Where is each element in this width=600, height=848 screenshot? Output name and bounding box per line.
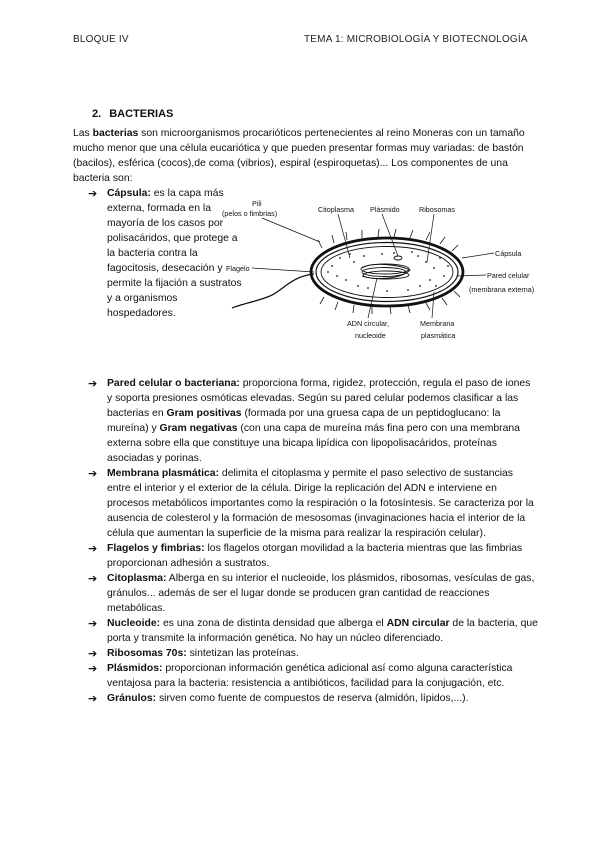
term-nucleoide: Nucleoide: bbox=[107, 618, 161, 629]
desc-membrana: delimita el citoplasma y permite el paso selectivo de sustancias entre el interior y el exterior de la célula. Dirige la replicación del ADN e interviene en procesos metabólicos importantes como la respiración o la fotosíntesis. Se caracteriza por la ausencia de colesterol y la formación de mesosomas (invaginaciones hacia el interior de la célula que aumentan la superficie de la misma para realizar la respiración celular). bbox=[107, 468, 534, 539]
plasmid-shape bbox=[394, 256, 402, 260]
nucleoid-shape bbox=[361, 264, 410, 279]
arrow-icon: ➔ bbox=[88, 572, 98, 585]
label-capsula: Cápsula bbox=[495, 249, 522, 258]
arrow-icon: ➔ bbox=[88, 617, 98, 630]
label-membrana-sub: plasmática bbox=[421, 331, 456, 340]
leader-lines bbox=[252, 214, 494, 318]
arrow-icon: ➔ bbox=[88, 377, 98, 390]
arrow-icon: ➔ bbox=[88, 692, 98, 705]
label-flagelo: Flagelo bbox=[226, 264, 250, 273]
arrow-icon: ➔ bbox=[88, 647, 98, 660]
term-plasmidos: Plásmidos: bbox=[107, 663, 163, 674]
desc-pared-2: (formada por una gruesa capa de un peptidoglucano: la mureína) y bbox=[107, 408, 501, 434]
term-granulos: Gránulos: bbox=[107, 693, 157, 704]
list-item-pared bbox=[88, 376, 538, 466]
arrow-icon: ➔ bbox=[88, 542, 98, 555]
label-pared: Pared celular bbox=[487, 271, 530, 280]
term-adn-circular: ADN circular bbox=[386, 618, 450, 629]
label-pili-sub: (pelos o fimbrias) bbox=[222, 209, 278, 218]
bacteria-diagram bbox=[222, 196, 552, 346]
list-item-membrana bbox=[88, 466, 538, 541]
header-topic: TEMA 1: MICROBIOLOGÍA Y BIOTECNOLOGÍA bbox=[304, 34, 528, 45]
desc-capsula: es la capa más externa, formada en la mayoría de los casos por polisacáridos, que protege a la bacteria contra la fagocitosis, desecación y permite la fijación a sustratos y a organismos hospedadores. bbox=[107, 188, 242, 319]
intro-text-2: son microorganismos procarióticos pertenecientes al reino Moneras con un tamaño mucho menor que una célula eucariótica y que pueden presentar formas muy variadas: de bastón (bacilos), esférica (cocos),de coma (vibrios), espiral (espiroquetas)... Los componentes de una bacteria son: bbox=[73, 128, 525, 184]
label-adn: ADN circular, bbox=[347, 319, 389, 328]
term-ribosomas: Ribosomas 70s: bbox=[107, 648, 187, 659]
list-item-plasmidos bbox=[88, 661, 538, 691]
arrow-icon: ➔ bbox=[88, 467, 98, 480]
desc-citoplasma: Alberga en su interior el nucleoide, los plásmidos, ribosomas, vesículas de gas, gránulos... además de ser el lugar donde se producen gran cantidad de reacciones metabólicas. bbox=[107, 573, 535, 614]
list-item-granulos bbox=[88, 691, 538, 706]
label-citoplasma: Citoplasma bbox=[318, 205, 354, 214]
term-gram-negativas: Gram negativas bbox=[159, 423, 238, 434]
desc-nucleoide-1: es una zona de distinta densidad que alberga el bbox=[160, 618, 387, 629]
label-plasmido: Plásmido bbox=[370, 205, 400, 214]
capsule-shape bbox=[311, 238, 463, 306]
intro-paragraph bbox=[73, 126, 533, 186]
section-title bbox=[92, 108, 173, 120]
section-title-text: BACTERIAS bbox=[109, 108, 174, 120]
desc-ribosomas: sintetizan las proteínas. bbox=[186, 648, 299, 659]
term-citoplasma: Citoplasma: bbox=[107, 573, 167, 584]
intro-bold-term: bacterias bbox=[92, 128, 139, 139]
header-block: BLOQUE IV bbox=[73, 34, 129, 45]
list-item-citoplasma bbox=[88, 571, 538, 616]
desc-nucleoide-2: de la bacteria, que porta y transmite la información genética. No hay un núcleo diferenciado. bbox=[107, 618, 538, 644]
term-membrana: Membrana plasmática: bbox=[107, 468, 220, 479]
label-membrana: Membrana bbox=[420, 319, 455, 328]
section-number: 2. bbox=[92, 108, 102, 120]
label-pared-sub: (membrana externa) bbox=[469, 285, 535, 294]
label-ribosomas: Ribosomas bbox=[419, 205, 455, 214]
list-item-capsula bbox=[88, 186, 242, 376]
plasma-membrane-shape bbox=[321, 247, 453, 298]
term-flagelos: Flagelos y fimbrias: bbox=[107, 543, 205, 554]
desc-pared-3: (con una capa de mureína más fina pero con una membrana externa sobre ella que constituye una bicapa lipídica con lipopolisacáridos, proteínas asociadas y porinas. bbox=[107, 423, 520, 464]
arrow-icon: ➔ bbox=[88, 187, 98, 200]
desc-granulos: sirven como fuente de compuestos de reserva (almidón, lípidos,...). bbox=[156, 693, 469, 704]
list-item-flagelos bbox=[88, 541, 538, 571]
list-item-ribosomas bbox=[88, 646, 538, 661]
term-gram-positivas: Gram positivas bbox=[166, 408, 242, 419]
label-pili: Pili bbox=[252, 199, 262, 208]
desc-pared-1: proporciona forma, rigidez, protección, regula el paso de iones y soporta presiones osmóticas elevadas. Según su pared celular podemos clasificar a las bacterias en bbox=[107, 378, 531, 419]
intro-text-1: Las bbox=[73, 128, 93, 139]
desc-plasmidos: proporcionan información genética adicional así como alguna característica ventajosa para la bacteria: resistencia a antibióticos, facilidad para la conjugación, etc. bbox=[107, 663, 513, 689]
arrow-icon: ➔ bbox=[88, 662, 98, 675]
desc-flagelos: los flagelos otorgan movilidad a la bacteria mientras que las fimbrias proporcionan adhesión a sustratos. bbox=[107, 543, 523, 569]
bacteria-diagram-svg bbox=[222, 196, 552, 346]
cell-wall-shape bbox=[316, 243, 458, 302]
ribosome-dots bbox=[327, 251, 449, 292]
flagellum-shape bbox=[232, 274, 314, 308]
term-capsula: Cápsula: bbox=[107, 188, 151, 199]
list-item-nucleoide bbox=[88, 616, 538, 646]
label-adn-sub: nucleoide bbox=[355, 331, 386, 340]
term-pared: Pared celular o bacteriana: bbox=[107, 378, 240, 389]
